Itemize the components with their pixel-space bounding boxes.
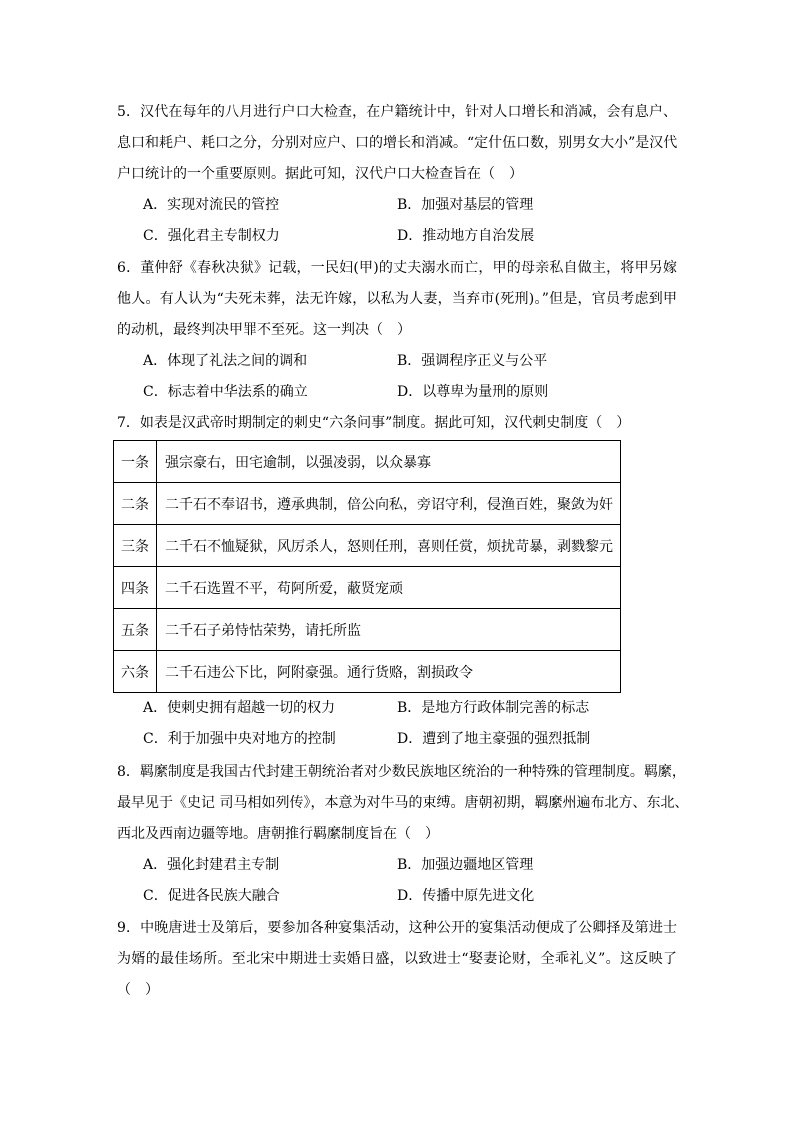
question-6-stem-line-1: 6．董仲舒《春秋决狱》记载，一民妇(甲)的丈夫溺水而亡，甲的母亲私自做主，将甲另嫁 [117,260,677,276]
question-5-stem-line-2: 息口和耗户、耗口之分，分别对应户、口的增长和消减。“定什伍口数，别男女大小”是汉代 [117,135,678,151]
question-7-option-b: B．是地方行政体制完善的标志 [397,700,590,716]
question-6-option-b: B．强调程序正义与公平 [397,353,548,369]
question-5-stem-line-3: 户口统计的一个重要原则。据此可知，汉代户口大检查旨在（ ） [117,166,523,182]
question-5-stem-line-1: 5．汉代在每年的八月进行户口大检查，在户籍统计中，针对人口增长和消减，会有息户、 [117,104,677,120]
question-6-option-d: D．以尊卑为量刑的原则 [397,384,549,400]
table-row [114,441,621,483]
question-5-option-d: D．推动地方自治发展 [397,228,535,244]
question-7-options [117,693,677,755]
table-row-label: 五条 [114,609,157,651]
question-6-option-a: A．体现了礼法之间的调和 [143,353,308,369]
table-row-label: 四条 [114,567,157,609]
table-row [114,483,621,525]
question-8-option-a: A．强化封建君主专制 [143,857,280,873]
question-8-stem-line-2: 最早见于《史记 司马相如列传》，本意为对牛马的束缚。唐朝初期，羁縻州遍布北方、东北、 [117,795,689,811]
question-8-stem-line-3: 西北及西南边疆等地。唐朝推行羁縻制度旨在（ ） [117,826,439,842]
question-9-stem-line-1: 9．中晚唐进士及第后，要参加各种宴集活动，这种公开的宴集活动便成了公卿择及第进士 [117,920,677,936]
table-row-text: 二千石选置不平，苟阿所爱，蔽贤宠顽 [157,567,621,609]
question-5 [117,97,677,252]
question-8-stem-line-1: 8．羁縻制度是我国古代封建王朝统治者对少数民族地区统治的一种特殊的管理制度。羁縻， [117,764,686,780]
question-6-option-c: C．标志着中华法系的确立 [143,384,308,400]
question-8-options-row-1 [117,850,677,881]
question-7-options-row-2 [117,724,677,755]
question-5-options-row-2 [117,221,677,252]
table-row [114,525,621,567]
question-6 [117,253,677,408]
table-row-label: 三条 [114,525,157,567]
table-row [114,567,621,609]
question-5-options-row-1 [117,190,677,221]
question-7-option-c: C．利于加强中央对地方的控制 [143,731,336,747]
question-9-stem-line-2: 为婿的最佳场所。至北宋中期进士卖婚日盛，以致进士“娶妻论财，全乖礼义”。这反映了 [117,951,677,967]
question-6-options-row-2 [117,377,677,408]
question-8-option-d: D．传播中原先进文化 [397,888,535,904]
question-5-option-a: A．实现对流民的管控 [143,197,280,213]
question-7-option-a: A．使刺史拥有超越一切的权力 [143,700,336,716]
question-7-options-row-1 [117,693,677,724]
table-row [114,609,621,651]
question-6-stem-line-3: 的动机，最终判决甲罪不至死。这一判决（ ） [117,322,411,338]
table-row-label: 二条 [114,483,157,525]
question-6-options-row-1 [117,346,677,377]
question-8-options-row-2 [117,881,677,912]
question-7-stem [117,408,677,439]
table-row-text: 强宗豪右，田宅逾制，以强凌弱，以众暴寡 [157,441,621,483]
table-row-label: 一条 [114,441,157,483]
table-row-text: 二千石违公下比，阿附豪强。通行货赂，割损政令 [157,651,621,693]
question-9-stem-line-3: （ ） [117,982,159,998]
table-row [114,651,621,693]
question-8-option-b: B．加强边疆地区管理 [397,857,534,873]
table-row-text: 二千石不奉诏书，遵承典制，倍公向私，旁诏守利，侵渔百姓，聚敛为奸 [157,483,621,525]
six-articles-table [113,440,621,693]
question-6-stem-line-2: 他人。有人认为“夫死未葬，法无许嫁，以私为人妻，当弃市(死刑)。”但是，官员考虑到甲 [117,291,677,307]
table-row-text: 二千石不恤疑狱，风厉杀人，怒则任刑，喜则任赏，烦扰苛暴，剥戮黎元 [157,525,621,567]
table-row-text: 二千石子弟恃怙荣势，请托所监 [157,609,621,651]
question-8 [117,757,689,912]
question-7-stem-line-1: 7．如表是汉武帝时期制定的刺史“六条问事”制度。据此可知，汉代刺史制度（ ） [117,415,631,431]
question-5-option-b: B．加强对基层的管理 [397,197,534,213]
question-5-option-c: C．强化君主专制权力 [143,228,280,244]
question-7-option-d: D．遭到了地主豪强的强烈抵制 [397,731,591,747]
table-row-label: 六条 [114,651,157,693]
question-9 [117,913,677,1006]
question-8-option-c: C．促进各民族大融合 [143,888,280,904]
